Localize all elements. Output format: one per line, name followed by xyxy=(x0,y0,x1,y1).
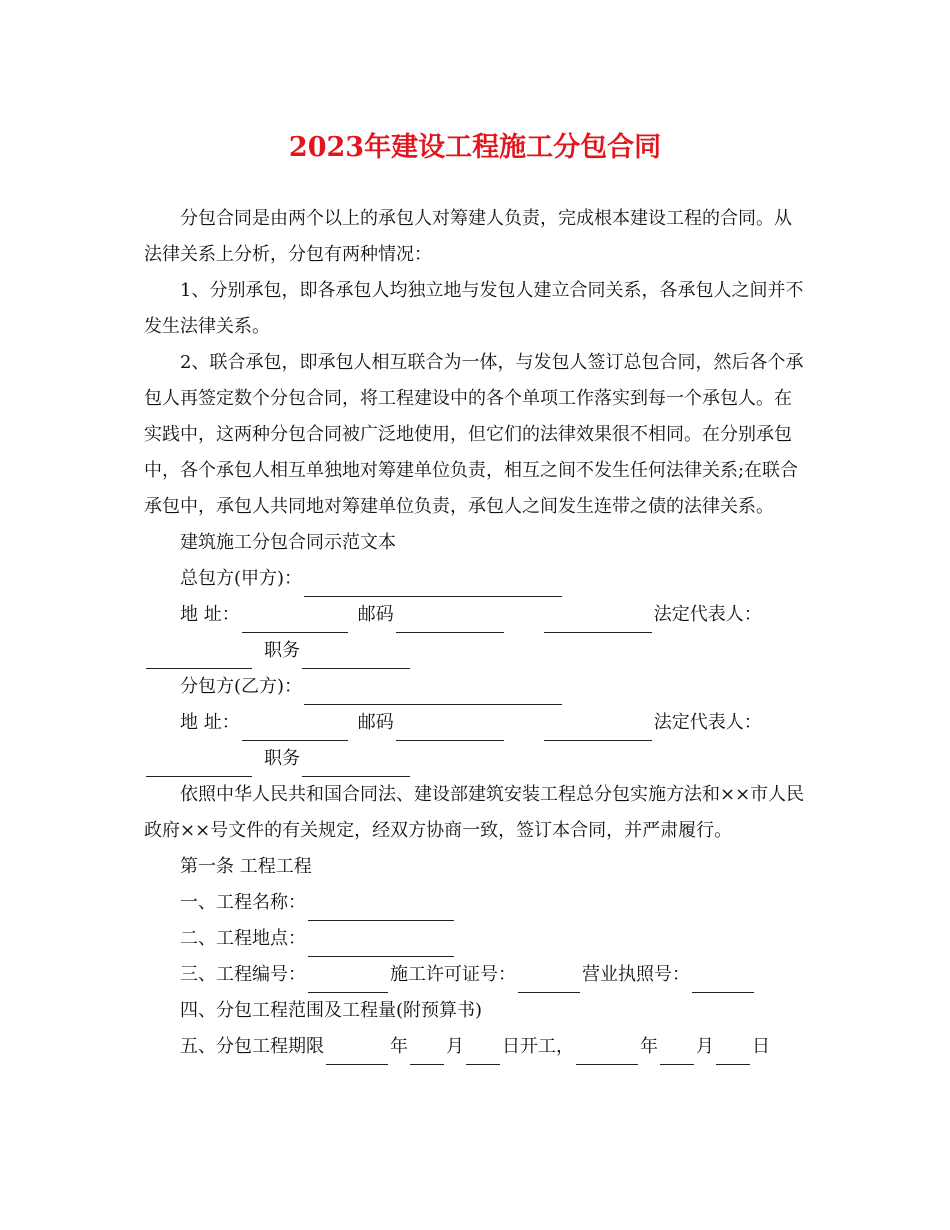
item1-label: 一、工程名称： xyxy=(180,892,306,913)
party-b-position-row xyxy=(144,741,809,777)
party-a-position-label: 职务 xyxy=(264,640,300,661)
party-a-address-row xyxy=(144,597,809,633)
project-number-blank[interactable] xyxy=(308,968,388,993)
start-day-blank[interactable] xyxy=(466,1040,500,1065)
item5-label: 五、分包工程期限 xyxy=(180,1036,324,1057)
party-a-position-blank[interactable] xyxy=(302,644,410,669)
party-a-name-blank[interactable] xyxy=(304,572,562,597)
party-a-address-blank[interactable] xyxy=(242,608,348,633)
start-year-label: 年 xyxy=(390,1036,408,1057)
license-number-blank[interactable] xyxy=(692,968,754,993)
party-b-rep-name-blank[interactable] xyxy=(146,752,252,777)
case2-paragraph: 2、联合承包，即承包人相互联合为一体，与发包人签订总包合同，然后各个承包人再签定数个分包合同，将工程建设中的各个单项工作落实到每一个承包人。在实践中，这两种分包合同被广泛地使用，但它们的法律效果很不相同。在分别承包中，各个承包人相互单独地对筹建单位负责，相互之间不发生任何法律关系;在联合承包中，承包人共同地对筹建单位负责，承包人之间发生连带之债的法律关系。 xyxy=(144,352,804,517)
basis-paragraph: 依照中华人民共和国合同法、建设部建筑安装工程总分包实施方法和××市人民政府××号文件的有关规定，经双方协商一致，签订本合同，并严肃履行。 xyxy=(144,784,805,841)
party-a-postcode-blank[interactable] xyxy=(396,608,504,633)
document-body xyxy=(144,201,809,1065)
intro-paragraph: 分包合同是由两个以上的承包人对筹建人负责，完成根本建设工程的合同。从法律关系上分析，分包有两种情况： xyxy=(144,208,792,265)
end-month-label: 月 xyxy=(696,1036,714,1057)
case1-paragraph: 1、分别承包，即各承包人均独立地与发包人建立合同关系，各承包人之间并不发生法律关系。 xyxy=(144,280,804,337)
sample-heading: 建筑施工分包合同示范文本 xyxy=(180,532,396,553)
party-b-row xyxy=(144,669,809,705)
project-name-blank[interactable] xyxy=(308,896,454,921)
project-location-blank[interactable] xyxy=(308,932,454,957)
party-a-legal-rep-label: 法定代表人： xyxy=(653,604,762,625)
party-a-postcode-label: 邮码 xyxy=(357,604,394,625)
license-label: 营业执照号： xyxy=(582,964,690,985)
document-title: 2023年建设工程施工分包合同 xyxy=(288,132,662,163)
end-month-blank[interactable] xyxy=(660,1040,694,1065)
party-b-label: 分包方(乙方)： xyxy=(180,676,303,697)
item3-label: 三、工程编号： xyxy=(180,964,306,985)
party-b-address-label: 地 址： xyxy=(180,712,240,733)
party-b-position-label: 职务 xyxy=(264,748,300,769)
party-b-postcode-label: 邮码 xyxy=(357,712,394,733)
party-a-address-label: 地 址： xyxy=(180,604,240,625)
end-year-label: 年 xyxy=(640,1036,658,1057)
item4-text: 四、分包工程范围及工程量(附预算书) xyxy=(180,1000,483,1021)
start-day-label: 日开工， xyxy=(502,1036,574,1057)
party-b-address-blank[interactable] xyxy=(242,716,348,741)
end-year-blank[interactable] xyxy=(576,1040,638,1065)
article1-heading: 第一条 工程工程 xyxy=(180,856,312,877)
party-b-address-row xyxy=(144,705,809,741)
party-a-rep-blank[interactable] xyxy=(544,608,652,633)
item5-row xyxy=(144,1029,809,1065)
party-b-name-blank[interactable] xyxy=(304,680,562,705)
party-b-legal-rep-label: 法定代表人： xyxy=(653,712,762,733)
start-month-label: 月 xyxy=(446,1036,464,1057)
end-day-label: 日 xyxy=(752,1036,770,1057)
item2-row xyxy=(144,921,809,957)
party-b-postcode-blank[interactable] xyxy=(396,716,504,741)
start-month-blank[interactable] xyxy=(410,1040,444,1065)
party-a-row xyxy=(144,561,809,597)
permit-label: 施工许可证号： xyxy=(390,964,516,985)
item2-label: 二、工程地点： xyxy=(180,928,306,949)
item1-row xyxy=(144,885,809,921)
party-b-rep-blank[interactable] xyxy=(544,716,652,741)
item3-row xyxy=(144,957,809,993)
party-b-position-blank[interactable] xyxy=(302,752,410,777)
party-a-rep-name-blank[interactable] xyxy=(146,644,252,669)
party-a-label: 总包方(甲方)： xyxy=(180,568,303,589)
permit-number-blank[interactable] xyxy=(518,968,580,993)
end-day-blank[interactable] xyxy=(716,1040,750,1065)
party-a-position-row xyxy=(144,633,809,669)
start-year-blank[interactable] xyxy=(326,1040,388,1065)
